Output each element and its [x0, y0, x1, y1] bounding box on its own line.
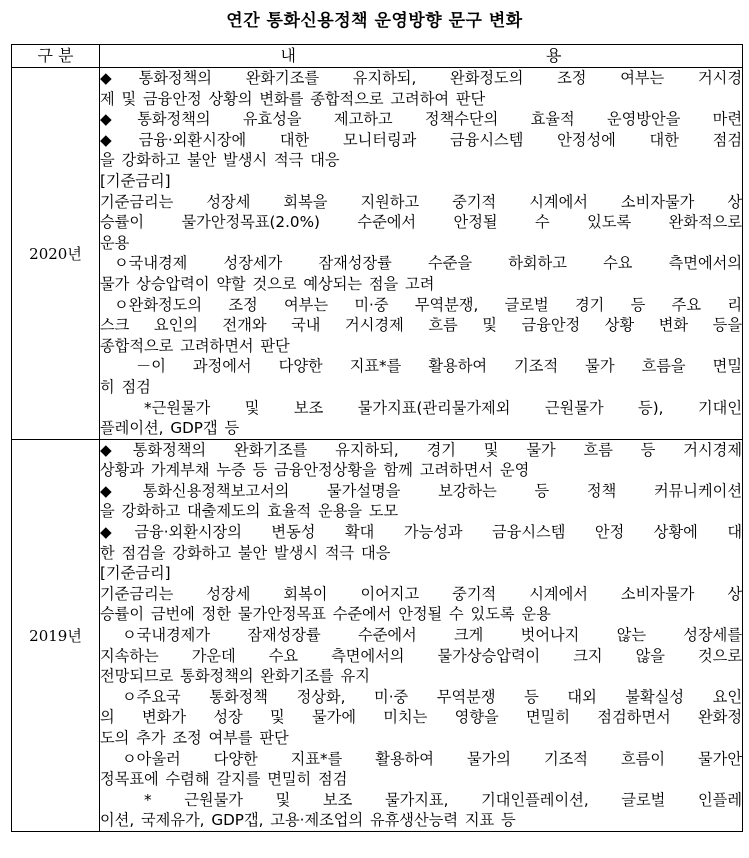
content-line: 승률이 금번에 정한 물가안정목표 수준에서 안정될 수 있도록 운용 — [100, 605, 551, 624]
content-line: 지속하는 가운데 수요 측면에서의 물가상승압력이 크지 않을 것으로 — [100, 646, 742, 665]
year-label-2019: 2019년 — [12, 439, 100, 831]
content-line: [기준금리] — [100, 564, 171, 583]
content-line: 기준금리는 성장세 회복이 이어지고 중기적 시계에서 소비자물가 상 — [100, 584, 742, 603]
content-line: 스크 요인의 전개와 국내 거시경제 흐름 및 금융안정 상황 변화 등을 — [100, 316, 742, 335]
content-line: 승률이 물가안정목표(2.0%) 수준에서 안정될 수 있도록 완화적으로 — [100, 213, 742, 232]
content-line: 을 강화하고 대출제도의 효율적 운용을 도모 — [100, 502, 399, 521]
content-line: ◆금융·외환시장의 변동성 확대 가능성과 금융시스템 안정 상황에 대 — [100, 523, 742, 542]
content-line: ㅇ국내경제가 잠재성장률 수준에서 크게 벗어나지 않는 성장세를 — [122, 626, 742, 645]
content-line: 플레이션, GDP갭 등 — [100, 419, 240, 438]
header-content — [100, 45, 743, 68]
content-line: * 근원물가 및 보조 물가지표, 기대인플레이션, 글로벌 인플레 — [144, 790, 742, 809]
table-row-2020 — [12, 68, 743, 440]
content-line: ◆통화정책의 완화기조를 유지하되, 경기 및 물가 흐름 등 거시경제 — [100, 440, 742, 459]
header-content-part2: 용 — [546, 46, 562, 65]
header-content-part1: 내 — [280, 46, 296, 65]
content-line: 종합적으로 고려하면서 판단 — [100, 336, 290, 355]
content-cell-2020 — [100, 68, 743, 440]
content-line: ◆통화정책의 유효성을 제고하고 정책수단의 효율적 운영방안을 마련 — [100, 110, 742, 129]
content-line: [기준금리] — [100, 171, 171, 190]
content-line: *근원물가 및 보조 물가지표(관리물가제외 근원물가 등), 기대인 — [144, 398, 742, 417]
content-line: ◆금융·외환시장에 대한 모니터링과 금융시스템 안정성에 대한 점검 — [100, 130, 742, 149]
content-line: 도의 추가 조정 여부를 판단 — [100, 729, 289, 747]
content-line: 한 점검을 강화하고 불안 발생시 적극 대응 — [100, 543, 391, 562]
content-line: ㅇ주요국 통화정책 정상화, 미·중 무역분쟁 등 대외 불확실성 요인 — [122, 687, 742, 706]
content-line: ㅇ국내경제 성장세가 잠재성장률 수준을 하회하고 수요 측면에서의 — [114, 254, 742, 273]
content-line: 이션, 국제유가, GDP갭, 고용·제조업의 유휴생산능력 지표 등 — [100, 811, 516, 830]
content-line: 상황과 가계부채 누증 등 금융안정상황을 함께 고려하면서 운영 — [100, 461, 530, 480]
table-row-2019 — [12, 439, 743, 831]
content-line: ◆통화신용정책보고서의 물가설명을 보강하는 등 정책 커뮤니케이션 — [100, 481, 742, 500]
table-header-row — [12, 45, 743, 68]
content-line: ◆통화정책의 완화기조를 유지하되, 완화정도의 조정 여부는 거시경 — [100, 69, 742, 87]
content-line: ㅇ아울러 다양한 지표*를 활용하여 물가의 기조적 흐름이 물가안 — [122, 749, 742, 768]
content-line: 전망되므로 통화정책의 완화기조를 유지 — [100, 667, 370, 686]
policy-comparison-table — [11, 44, 743, 832]
content-cell-2019 — [100, 439, 743, 831]
document-title: 연간 통화신용정책 운영방향 문구 변화 — [226, 11, 523, 31]
content-line: 정목표에 수렴해 갈지를 면밀히 점검 — [100, 770, 348, 789]
content-line: ㅇ완화정도의 조정 여부는 미·중 무역분쟁, 글로벌 경기 등 주요 리 — [114, 295, 742, 314]
content-line: 기준금리는 성장세 회복을 지원하고 중기적 시계에서 소비자물가 상 — [100, 192, 742, 211]
content-line: 히 점검 — [100, 377, 151, 396]
year-label-2020: 2020년 — [12, 68, 100, 440]
content-line: 운용 — [100, 233, 130, 252]
content-line: 제 및 금융안정 상황의 변화를 종합적으로 고려하여 판단 — [100, 89, 486, 108]
content-line: 의 변화가 성장 및 물가에 미치는 영향을 면밀히 점검하면서 완화정 — [100, 708, 742, 727]
content-line: 물가 상승압력이 약할 것으로 예상되는 점을 고려 — [100, 274, 435, 293]
header-category: 구 분 — [12, 45, 100, 68]
content-line: 을 강화하고 불안 발생시 적극 대응 — [100, 151, 340, 170]
content-line: －이 과정에서 다양한 지표*를 활용하여 기조적 물가 흐름을 면밀 — [136, 357, 742, 376]
